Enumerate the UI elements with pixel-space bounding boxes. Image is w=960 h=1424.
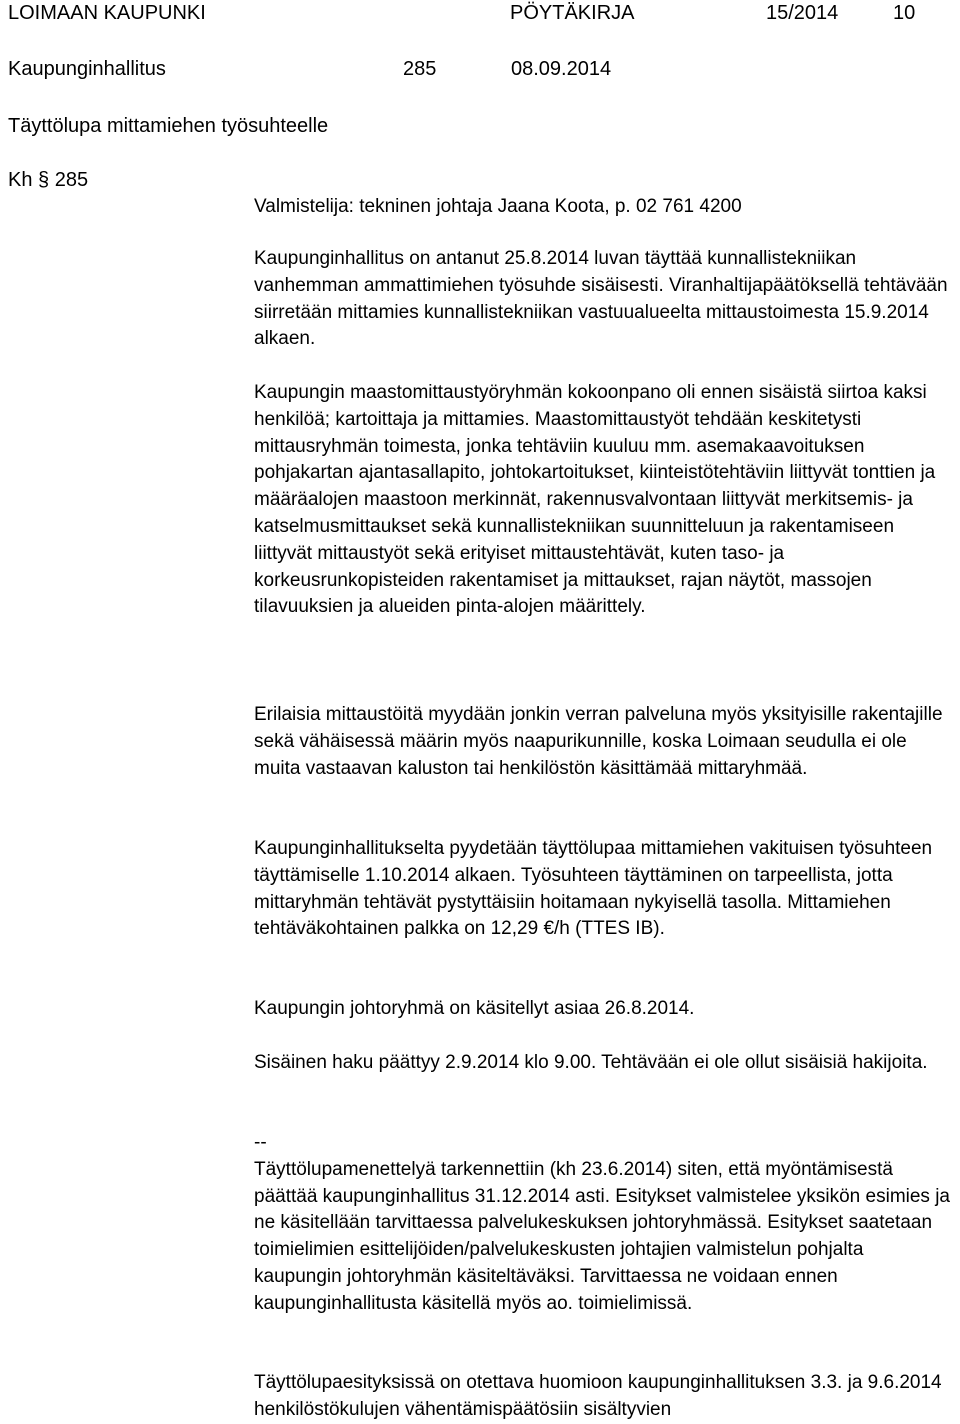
- document-number: 15/2014: [766, 2, 839, 24]
- meeting-date: 08.09.2014: [511, 58, 612, 80]
- paragraph-7: -- Täyttölupamenettelyä tarkennettiin (kh 23.6.2014) siten, että myöntämisestä päättää kaupunginhallitus 31.12.2014 asti. Esitykset valmistelee yksikön esimies ja ne käsitellään tarvittaessa palvelukeskuksen johtoryhmässä. Esitykset saatetaan toimielimien esittelijöiden/palvelukeskusten johtajien valmistelun pohjalta kaupungin johtoryhmän käsiteltäväksi. Tarvittaessa ne voidaan ennen kaupunginhallitusta käsitellä myös ao. toimielimissä.: [254, 1132, 950, 1314]
- paragraph-1: Kaupunginhallitus on antanut 25.8.2014 luvan täyttää kunnallistekniikan vanhemman ammattimiehen työsuhde sisäisesti. Viranhaltijapäätöksellä tehtävään siirretään mittamies kunnallistekniikan vastuualueelta mittaustoimesta 15.9.2014 alkaen.: [254, 248, 948, 350]
- section-number: 285: [403, 58, 437, 80]
- preparer-line: Valmistelija: tekninen johtaja Jaana Koota, p. 02 761 4200: [254, 196, 742, 217]
- paragraph-8: Täyttölupaesityksissä on otettava huomioon kaupunginhallituksen 3.3. ja 9.6.2014 henkilöstökulujen vähentämispäätösiin sisältyvien: [254, 1372, 942, 1420]
- page-title: Täyttölupa mittamiehen työsuhteelle: [8, 115, 329, 137]
- document-type: PÖYTÄKIRJA: [510, 2, 635, 24]
- paragraph-4: Kaupunginhallitukselta pyydetään täyttölupaa mittamiehen vakituisen työsuhteen täyttämiselle 1.10.2014 alkaen. Työsuhteen täyttäminen on tarpeellista, jotta mittaryhmän tehtävät pystyttäisiin hoitamaan nykyisellä tasolla. Mittamiehen tehtäväkohtainen palkka on 12,29 €/h (TTES IB).: [254, 838, 933, 940]
- body-name: Kaupunginhallitus: [8, 58, 166, 80]
- paragraph-6: Sisäinen haku päättyy 2.9.2014 klo 9.00. Tehtävään ei ole ollut sisäisiä hakijoita.: [254, 1052, 928, 1073]
- paragraph-2: Kaupungin maastomittaustyöryhmän kokoonpano oli ennen sisäistä siirtoa kaksi henkilöä; kartoittaja ja mittamies. Maastomittaustyöt tehdään keskitetysti mittausryhmän toimesta, jonka tehtäviin kuuluu mm. asemakaavoituksen pohjakartan ajantasallapito, johtokartoitukset, kiinteistötehtäviin liittyvät tonttien ja määräalojen maastoon merkinnät, rakennusvalvontaan liittyvät merkitsemis- ja katselmusmittaukset sekä kunnallistekniikan suunnitteluun ja rakentamiseen liittyvät mittaustyöt sekä erityiset mittaustehtävät, kuten taso- ja korkeusrunkopisteiden rakentamiset ja mittaukset, rajan näytöt, massojen tilavuuksien ja alueiden pinta-alojen määrittely.: [254, 382, 936, 618]
- item-reference: Kh § 285: [8, 169, 89, 191]
- paragraph-3: Erilaisia mittaustöitä myydään jonkin verran palveluna myös yksityisille rakentajille sekä vähäisessä määrin myös naapurikunnille, koska Loimaan seudulla ei ole muita vastaavan kaluston tai henkilöstön käsittämää mittaryhmää.: [254, 704, 943, 779]
- page-number: 10: [893, 2, 916, 24]
- org-name: LOIMAAN KAUPUNKI: [8, 2, 206, 24]
- paragraph-5: Kaupungin johtoryhmä on käsitellyt asiaa 26.8.2014.: [254, 998, 695, 1019]
